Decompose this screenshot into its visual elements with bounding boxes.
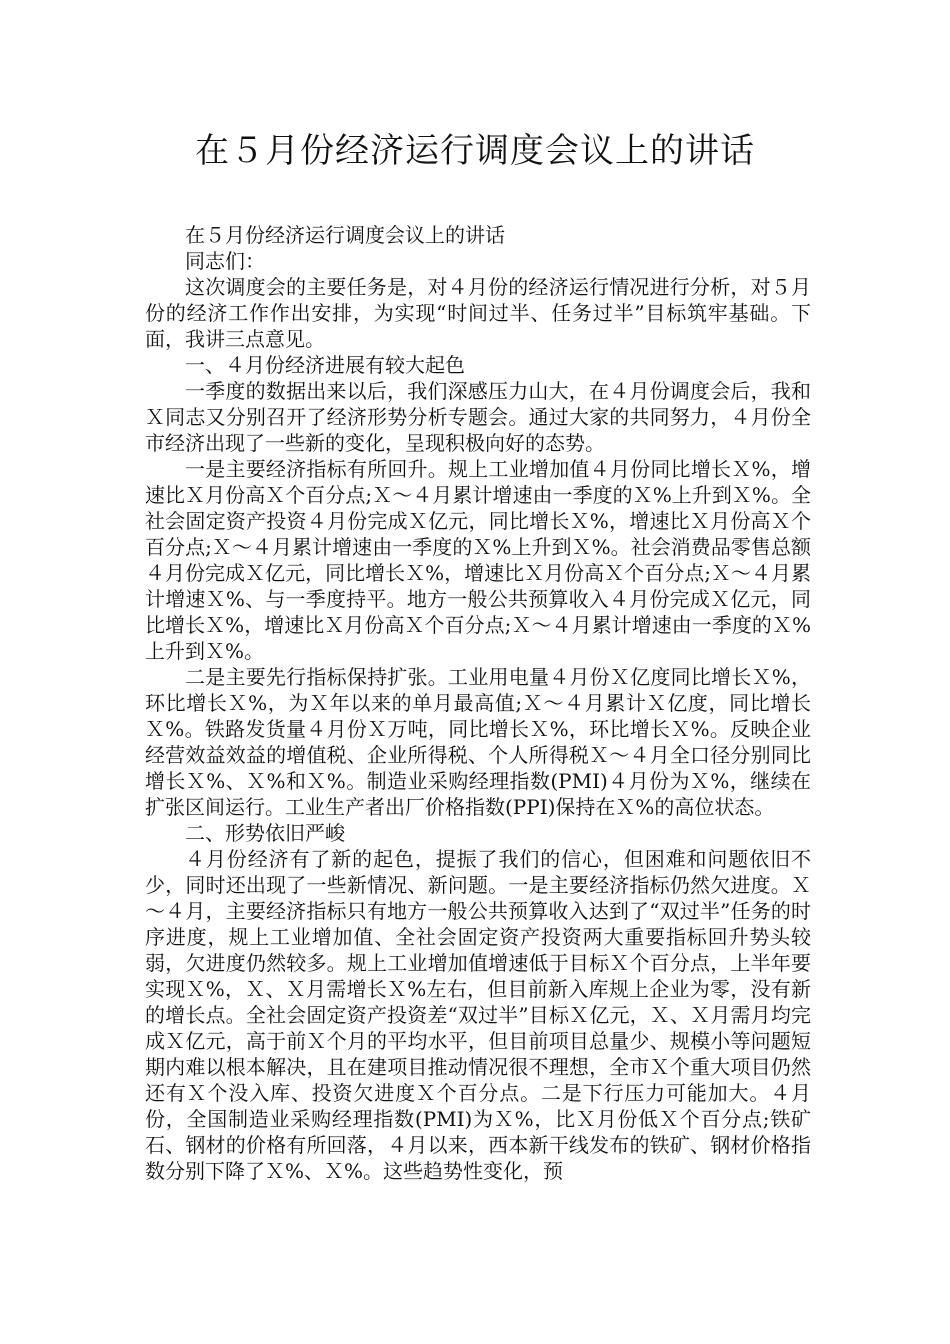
document-body — [145, 222, 831, 1184]
paragraph-leading-indicators: 二是主要先行指标保持扩张。工业用电量４月份Ｘ亿度同比增长Ｘ%，环比增长Ｘ%，为Ｘ年以来的单月最高值;Ｘ～４月累计Ｘ亿度，同比增长Ｘ%。铁路发货量４月份Ｘ万吨，同比增长Ｘ%，环比增长Ｘ%。反映企业经营效益效益的增值税、企业所得税、个人所得税Ｘ～４月全口径分别同比增长Ｘ%、Ｘ%和Ｘ%。制造业采购经理指数(PMI)４月份为Ｘ%，继续在扩张区间运行。工业生产者出厂价格指数(PPI)保持在Ｘ%的高位状态。 — [145, 665, 811, 819]
paragraph-subtitle: 在５月份经济运行调度会议上的讲话 — [185, 223, 505, 247]
paragraph-background: 一季度的数据出来以后，我们深感压力山大，在４月份调度会后，我和Ｘ同志又分别召开了经济形势分析专题会。通过大家的共同努力，４月份全市经济出现了一些新的变化，呈现积极向好的态势。 — [145, 379, 811, 455]
paragraph-intro: 这次调度会的主要任务是，对４月份的经济运行情况进行分析，对５月份的经济工作作出安排，为实现“时间过半、任务过半”目标筑牢基础。下面，我讲三点意见。 — [145, 275, 811, 351]
section-heading-2: 二、形势依旧严峻 — [185, 821, 345, 845]
paragraph-challenges: ４月份经济有了新的起色，提振了我们的信心，但困难和问题依旧不少，同时还出现了一些新情况、新问题。一是主要经济指标仍然欠进度。Ｘ～４月，主要经济指标只有地方一般公共预算收入达到了“双过半”任务的时序进度，规上工业增加值、全社会固定资产投资两大重要指标回升势头较弱，欠进度仍然较多。规上工业增加值增速低于目标Ｘ个百分点，上半年要实现Ｘ%，Ｘ、Ｘ月需增长Ｘ%左右，但目前新入库规上企业为零，没有新的增长点。全社会固定资产投资差“双过半”目标Ｘ亿元，Ｘ、Ｘ月需月均完成Ｘ亿元，高于前Ｘ个月的平均水平，但目前项目总量少、规模小等问题短期内难以根本解决，且在建项目推动情况很不理想，全市Ｘ个重大项目仍然还有Ｘ个没入库、投资欠进度Ｘ个百分点。二是下行压力可能加大。４月份，全国制造业采购经理指数(PMI)为Ｘ%，比Ｘ月份低Ｘ个百分点;铁矿石、钢材的价格有所回落，４月以来，西本新干线发布的铁矿、钢材价格指数分别下降了Ｘ%、Ｘ%。这些趋势性变化，预 — [145, 847, 811, 1183]
paragraph-salutation: 同志们： — [185, 249, 265, 273]
paragraph-indicators: 一是主要经济指标有所回升。规上工业增加值４月份同比增长Ｘ%，增速比Ｘ月份高Ｘ个百分点;Ｘ～４月累计增速由一季度的Ｘ%上升到Ｘ%。全社会固定资产投资４月份完成Ｘ亿元，同比增长Ｘ%，增速比Ｘ月份高Ｘ个百分点;Ｘ～４月累计增速由一季度的Ｘ%上升到Ｘ%。社会消费品零售总额 ４月份完成Ｘ亿元，同比增长Ｘ%，增速比Ｘ月份高Ｘ个百分点;Ｘ～４月累计增速Ｘ%、与一季度持平。地方一般公共预算收入４月份完成Ｘ亿元，同比增长Ｘ%，增速比Ｘ月份高Ｘ个百分点;Ｘ～４月累计增速由一季度的Ｘ%上升到Ｘ%。 — [145, 457, 831, 663]
document-title: 在５月份经济运行调度会议上的讲话 — [195, 131, 755, 171]
section-heading-1: 一、４月份经济进展有较大起色 — [185, 353, 465, 377]
